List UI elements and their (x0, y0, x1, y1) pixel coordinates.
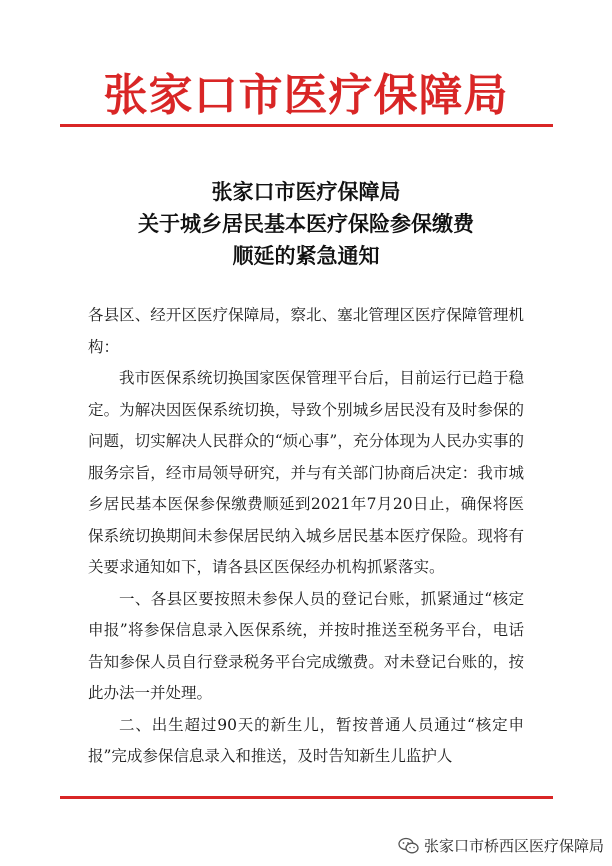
source-account-name: 张家口市桥西区医疗保障局 (423, 837, 604, 855)
masthead-title: 张家口市医疗保障局 (103, 70, 509, 121)
notice-body (88, 300, 524, 773)
body-paragraph: 我市医保系统切换国家医保管理平台后，目前运行已趋于稳定。为解决因医保系统切换，导致个别城乡居民没有及时参保的问题，切实解决人民群众的“烦心事”，充分体现为人民办实事的服务宗旨，经市局领导研究，并与有关部门协商后决定：我市城乡居民基本医保参保缴费顺延到2021年7月20日止，确保将医保系统切换期间未参保居民纳入城乡居民基本医疗保险。现将有关要求通知如下，请各县区医保经办机构抓紧落实。 (88, 369, 524, 576)
notice-title-line: 关于城乡居民基本医疗保险参保缴费 (138, 211, 474, 236)
notice-title (0, 176, 612, 272)
footer-red-rule (60, 796, 553, 799)
notice-title-line: 顺延的紧急通知 (232, 243, 380, 268)
masthead-red-rule (60, 124, 553, 127)
addressee: 各县区、经开区医疗保障局，察北、塞北管理区医疗保障管理机构： (88, 306, 524, 356)
wechat-icon (398, 837, 420, 855)
source-watermark (398, 835, 604, 856)
body-paragraph: 一、各县区要按照未参保人员的登记台账，抓紧通过“核定申报”将参保信息录入医保系统，并按时推送至税务平台，电话告知参保人员自行登录税务平台完成缴费。对未登记台账的，按此办法一并处理。 (88, 589, 524, 702)
notice-title-line: 张家口市医疗保障局 (211, 179, 401, 204)
body-paragraph: 二、出生超过90天的新生儿，暂按普通人员通过“核定申报”完成参保信息录入和推送，及时告知新生儿监护人 (88, 715, 524, 765)
